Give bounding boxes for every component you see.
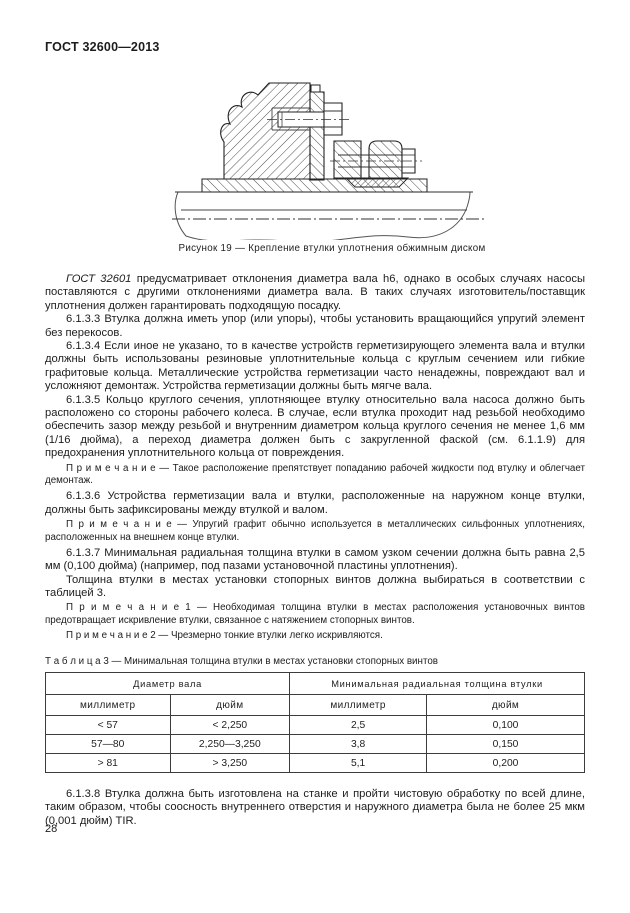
cell-diameter-mm: < 57 bbox=[46, 715, 171, 734]
paragraph-6-1-3-8: 6.1.3.8 Втулка должна быть изготовлена на станке и пройти чистовую обработку по всей длине, таким образом, чтобы соосность внутреннего отверстия и наружного диаметра была не более 25 мкм (0,001 дюйм) TIR. bbox=[45, 787, 585, 827]
cell-diameter-inch: 2,250—3,250 bbox=[170, 734, 290, 753]
cell-diameter-mm: > 81 bbox=[46, 753, 171, 772]
note-after-6-1-3-6: П р и м е ч а н и е — Упругий графит обычно используется в металлических сильфонных уплотнениях, расположенных на внешнем конце втулки. bbox=[45, 519, 585, 543]
note-after-6-1-3-5: П р и м е ч а н и е — Такое расположение препятствует попаданию рабочей жидкости под втулку и облегчает демонтаж. bbox=[45, 462, 585, 487]
body-text-block bbox=[45, 273, 585, 643]
housing-section bbox=[221, 83, 310, 179]
shaft-outline bbox=[172, 192, 484, 240]
clamp-disk-section bbox=[310, 85, 324, 180]
gost-32601-reference: ГОСТ 32601 bbox=[66, 273, 132, 285]
paragraph-6-1-3-6: 6.1.3.6 Устройства герметизации вала и втулки, расположенные на наружном конце втулки, должны быть зафиксированы между втулкой и валом. bbox=[45, 490, 585, 516]
subheader-inch-thickness: дюйм bbox=[427, 694, 585, 715]
note-2-after-6-1-3-7: П р и м е ч а н и е 2 — Чрезмерно тонкие втулки легко искривляются. bbox=[66, 629, 383, 641]
subheader-mm-thickness: миллиметр bbox=[290, 694, 427, 715]
cell-diameter-inch: > 3,250 bbox=[170, 753, 290, 772]
cell-thickness-inch: 0,100 bbox=[427, 715, 585, 734]
paragraph-6-1-3-3: 6.1.3.3 Втулка должна иметь упор (или упоры), чтобы установить вращающийся упругий элемент без перекосов. bbox=[45, 313, 585, 339]
closing-text-block bbox=[45, 788, 585, 828]
table-subheader-row bbox=[46, 694, 585, 715]
cell-thickness-mm: 2,5 bbox=[290, 715, 427, 734]
doc-header-code: ГОСТ 32600—2013 bbox=[45, 40, 160, 54]
cell-diameter-inch: < 2,250 bbox=[170, 715, 290, 734]
cell-thickness-inch: 0,150 bbox=[427, 734, 585, 753]
cell-thickness-inch: 0,200 bbox=[427, 753, 585, 772]
subheader-mm-diameter: миллиметр bbox=[46, 694, 171, 715]
paragraph-thickness-table-ref: Толщина втулки в местах установки стопорных винтов должна выбираться в соответствии с таблицей 3. bbox=[45, 573, 585, 599]
cell-thickness-mm: 3,8 bbox=[290, 734, 427, 753]
figure-19 bbox=[172, 80, 492, 254]
table-3-caption: Т а б л и ц а 3 — Минимальная толщина втулки в местах установки стопорных винтов bbox=[45, 655, 438, 667]
table-row bbox=[46, 715, 585, 734]
paragraph-6-1-3-7: 6.1.3.7 Минимальная радиальная толщина втулки в самом узком сечении должна быть равна 2,5 мм (0,100 дюйма) (например, под пазами установочной пластины уплотнения). bbox=[45, 546, 585, 573]
note-1-after-6-1-3-7: П р и м е ч а н и е 1 — Необходимая толщина втулки в местах расположения установочных винтов предотвращает искривление втулки, связанное с натяжением стопорных винтов. bbox=[45, 602, 585, 627]
paragraph-gost-32601-text: предусматривает отклонения диаметра вала h6, однако в особых случаях насосы поставляются с другими отклонениями диаметра вала. В таких случаях изготовитель/поставщик уплотнения должен гарантировать подходящую посадку. bbox=[45, 273, 585, 312]
figure-19-caption: Рисунок 19 — Крепление втулки уплотнения обжимным диском bbox=[178, 243, 486, 254]
clamp-bolt bbox=[267, 103, 350, 135]
page-number: 28 bbox=[45, 823, 58, 835]
group-header-min-thickness: Минимальная радиальная толщина втулки bbox=[290, 672, 585, 694]
table-row bbox=[46, 734, 585, 753]
paragraph-6-1-3-4: 6.1.3.4 Если иное не указано, то в качестве устройств герметизирующего элемента вала и втулки должны быть использованы резиновые уплотнительные кольца с круглым сечением или гибкие графитовые кольца. Металлические устройства герметизации часто ненадежны, повреждают вал и усложняют демонтаж. Устройства герметизации должны быть мягче вала. bbox=[45, 340, 585, 393]
group-header-shaft-diameter: Диаметр вала bbox=[46, 672, 290, 694]
paragraph-gost-32601 bbox=[45, 273, 585, 313]
cell-diameter-mm: 57—80 bbox=[46, 734, 171, 753]
table-row bbox=[46, 753, 585, 772]
table-3 bbox=[45, 672, 585, 773]
table-group-header-row bbox=[46, 672, 585, 694]
subheader-inch-diameter: дюйм bbox=[170, 694, 290, 715]
paragraph-6-1-3-5: 6.1.3.5 Кольцо круглого сечения, уплотняющее втулку относительно вала насоса должно быть расположено со стороны рабочего колеса. В случае, если втулка проходит над резьбой необходимо обеспечить зазор между резьбой и внутренним диаметром кольца круглого сечения не менее 1,6 мм (1/16 дюйма), а переход диаметра должен быть с закругленной фаской (см. 6.1.1.9) для предохранения уплотнительного кольца от повреждения. bbox=[45, 393, 585, 460]
cell-thickness-mm: 5,1 bbox=[290, 753, 427, 772]
figure-19-drawing bbox=[172, 80, 492, 240]
